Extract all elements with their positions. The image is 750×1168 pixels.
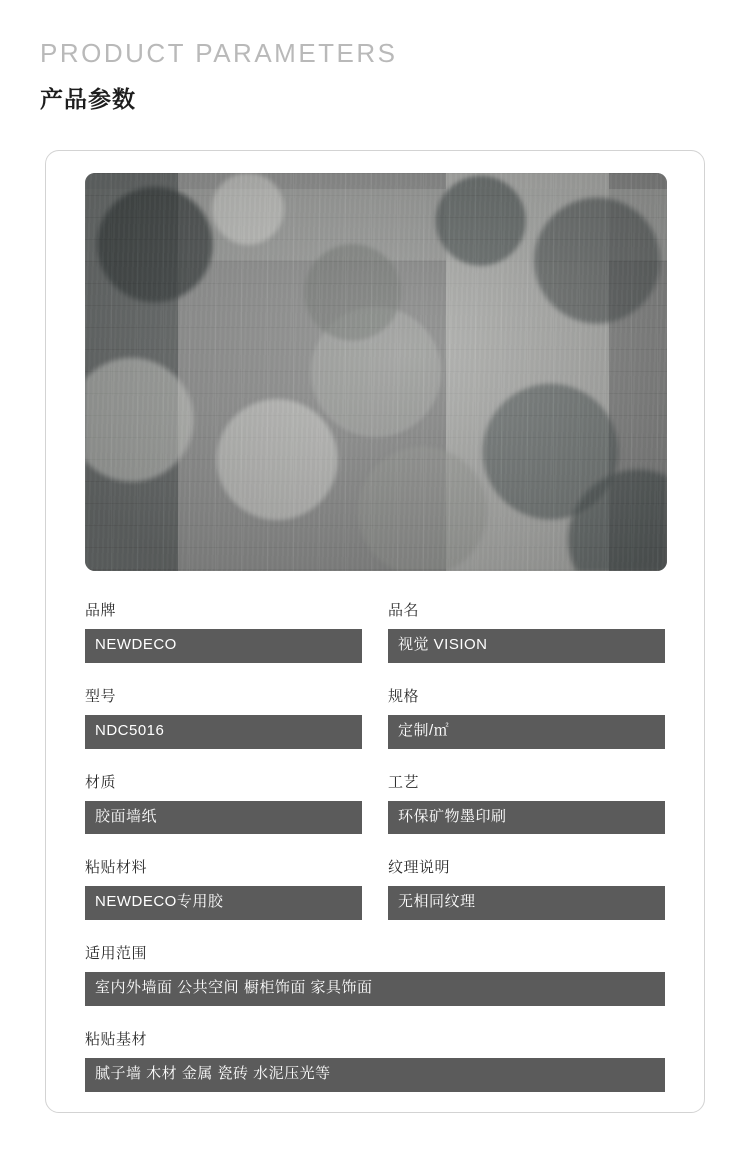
parameter-process — [388, 771, 665, 835]
parameter-value: 无相同纹理 — [388, 886, 665, 920]
parameters-list — [85, 599, 665, 1114]
parameter-value: 环保矿物墨印刷 — [388, 801, 665, 835]
page-title-english: PRODUCT PARAMETERS — [40, 38, 398, 68]
parameter-label: 适用范围 — [85, 945, 148, 962]
parameter-value: 腻子墙 木材 金属 瓷砖 水泥压光等 — [85, 1058, 665, 1092]
parameter-row — [85, 771, 665, 835]
parameter-value: 胶面墙纸 — [85, 801, 362, 835]
page-title-chinese: 产品参数 — [40, 86, 136, 113]
page-header — [0, 0, 750, 114]
parameter-row — [85, 942, 665, 1006]
parameter-label: 品牌 — [85, 602, 117, 619]
parameter-specification — [388, 685, 665, 749]
parameter-brand — [85, 599, 362, 663]
parameter-value: NEWDECO专用胶 — [85, 886, 362, 920]
parameter-label: 型号 — [85, 687, 117, 705]
parameter-row — [85, 856, 665, 920]
parameter-label: 规格 — [388, 687, 420, 705]
parameter-adhesive — [85, 856, 362, 920]
parameter-value: 视觉 VISION — [388, 629, 665, 663]
parameter-texture-note — [388, 856, 665, 920]
parameter-value: 定制/㎡ — [388, 715, 665, 749]
parameter-substrate — [85, 1028, 665, 1092]
parameter-value: 室内外墙面 公共空间 橱柜饰面 家具饰面 — [85, 972, 665, 1006]
parameter-product-name — [388, 599, 665, 663]
parameter-label: 纹理说明 — [388, 859, 451, 877]
parameter-label: 粘贴材料 — [85, 859, 148, 877]
parameter-material — [85, 771, 362, 835]
swatch-vignette-layer — [85, 173, 667, 571]
parameter-label: 工艺 — [388, 773, 420, 791]
parameter-label: 材质 — [85, 773, 117, 791]
parameter-application-scope — [85, 942, 665, 1006]
parameter-value: NEWDECO — [85, 629, 362, 663]
parameter-label: 粘贴基材 — [85, 1030, 148, 1048]
parameter-row — [85, 685, 665, 749]
parameter-model — [85, 685, 362, 749]
parameter-value: NDC5016 — [85, 715, 362, 749]
product-swatch-image — [85, 173, 667, 571]
parameter-label: 品名 — [388, 602, 420, 619]
parameter-row — [85, 1028, 665, 1092]
parameter-row — [85, 599, 665, 663]
parameters-card — [45, 150, 705, 1113]
